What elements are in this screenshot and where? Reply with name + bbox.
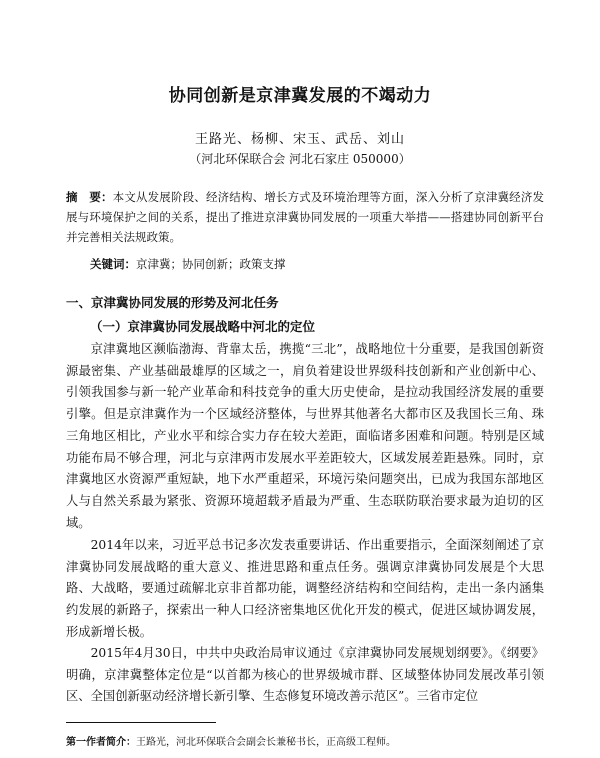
footnote-divider <box>66 722 216 723</box>
affiliation: （河北环保联合会 河北石家庄 050000） <box>189 152 411 166</box>
paper-title: 协同创新是京津冀发展的不竭动力 <box>168 86 432 106</box>
body-paragraph: 2014年以来，习近平总书记多次发表重要讲话、作出重要指示，全面深刻阐述了京津冀协同发展战略的重大意义、推进思路和重点任务。强调京津冀协同发展是个大思路、大战略，要通过疏解北京非首都功能，调整经济结构和空间结构，走出一条内涵集约发展的新路子，探索出一种人口经济密集地区优化开发的模式，促进区域协调发展，形成新增长极。 <box>66 538 544 639</box>
author-list: 王路光、杨柳、宋玉、武岳、刘山 <box>194 132 405 147</box>
keywords-text: 京津冀；协同创新；政策支撑 <box>136 257 286 271</box>
footnote-label: 第一作者简介： <box>66 737 136 748</box>
body-paragraph: 2015年4月30日，中共中央政治局审议通过《京津冀协同发展规划纲要》。《纲要》明确，京津冀整体定位是“以首都为核心的世界级城市群、区域整体协同发展改革引领区、全国创新驱动经济增长新引擎、生态修复环境改善示范区”。三省市定位 <box>66 646 544 704</box>
keywords-label: 关键词： <box>90 257 136 271</box>
body-paragraph: 京津冀地区濒临渤海、背靠太岳，携揽“三北”，战略地位十分重要，是我国创新资源最密集、产业基础最雄厚的区域之一，肩负着建设世界级科技创新和产业创新中心、引领我国参与新一轮产业革命和科技竞争的重大历史使命，是拉动我国经济发展的重要引擎。但是京津冀作为一个区域经济整体，与世界其他著名大都市区及我国长三角、珠三角地区相比，产业水平和综合实力存在较大差距，面临诸多困难和问题。特别是区域功能布局不够合理，河北与京津两市发展水平差距较大，区域发展差距悬殊。同时，京津冀地区水资源严重短缺，地下水严重超采，环境污染问题突出，已成为我国东部地区人与自然关系最为紧张、资源环境超载矛盾最为严重、生态联防联治要求最为迫切的区域。 <box>66 342 544 530</box>
keywords <box>90 254 544 274</box>
abstract <box>66 187 544 247</box>
section-heading: 一、京津冀协同发展的形势及河北任务 <box>66 295 279 310</box>
footnote <box>66 733 544 748</box>
footnote-text: 王路光，河北环保联合会副会长兼秘书长，正高级工程师。 <box>136 737 396 748</box>
subsection-heading: （一）京津冀协同发展战略中河北的定位 <box>90 319 316 334</box>
abstract-label: 摘 要： <box>66 190 113 204</box>
abstract-text: 本文从发展阶段、经济结构、增长方式及环境治理等方面，深入分析了京津冀经济发展与环境保护之间的关系，提出了推进京津冀协同发展的一项重大举措——搭建协同创新平台并完善相关法规政策。 <box>66 190 545 244</box>
